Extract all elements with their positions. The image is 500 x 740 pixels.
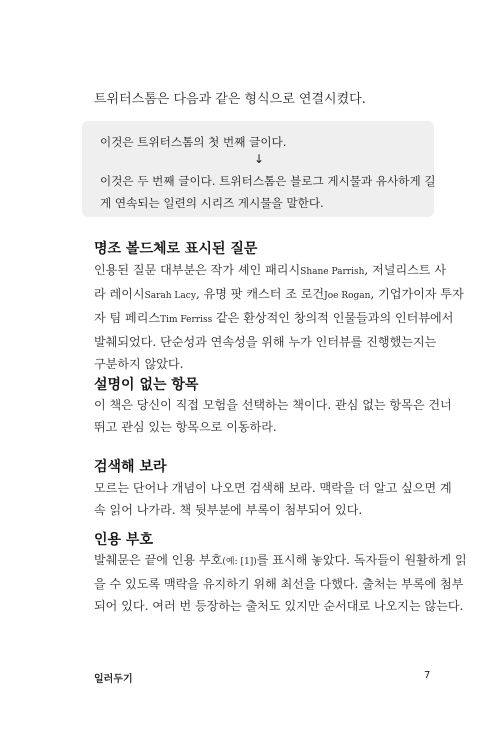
paragraph-line: 속 읽어 나가라. 책 뒷부분에 부록이 첨부되어 있다.	[94, 503, 363, 517]
intro-text: 트위터스톰은 다음과 같은 형식으로 연결시켰다.	[94, 92, 366, 107]
section-heading-search: 검색해 보라	[94, 459, 167, 475]
example-line-1: 이것은 트위터스톰의 첫 번째 글이다.	[100, 135, 287, 149]
paragraph-line: 인용된 질문 대부분은 작가 셰인 패리시Shane Parrish, 저널리스트 사	[94, 263, 447, 277]
paragraph-line: 구분하지 않았다.	[94, 357, 184, 371]
section-paragraph-bold-questions	[94, 259, 464, 375]
paragraph-line: 뛰고 관심 있는 항목으로 이동하라.	[94, 420, 277, 434]
paragraph-line: 발췌되었다. 단순성과 연속성을 위해 누가 인터뷰를 진행했는지는	[94, 335, 437, 349]
paragraph-line: 되어 있다. 여러 번 등장하는 출처도 있지만 순서대로 나오지는 않는다.	[94, 599, 464, 613]
running-footer-section: 일러두기	[94, 674, 133, 685]
section-heading-no-explanation: 설명이 없는 항목	[94, 377, 199, 393]
example-line-2: 이것은 두 번째 글이다. 트위터스톰은 블로그 게시물과 유사하게 길	[100, 174, 436, 188]
paragraph-line: 자 팀 페리스Tim Ferriss 같은 환상적인 창의적 인물들과의 인터뷰에서	[94, 311, 454, 325]
paragraph-line: 이 책은 당신이 직접 모험을 선택하는 책이다. 관심 없는 항목은 건너	[94, 398, 452, 412]
section-paragraph-no-explanation	[94, 394, 452, 438]
example-line-3: 게 연속되는 일련의 시리즈 게시물을 말한다.	[100, 196, 324, 210]
page-number: 7	[424, 670, 431, 681]
example-box	[82, 121, 434, 217]
down-arrow-icon: ↓	[254, 152, 265, 166]
section-paragraph-search	[94, 477, 452, 521]
section-heading-bold-questions: 명조 볼드체로 표시된 질문	[94, 241, 258, 257]
paragraph-line: 발췌문은 끝에 인용 부호(예: [1])를 표시해 놓았다. 독자들이 원활하게 읽	[94, 553, 467, 567]
paragraph-line: 을 수 있도록 맥락을 유지하기 위해 최선을 다했다. 출처는 부록에 첨부	[94, 577, 464, 591]
section-paragraph-citations	[94, 549, 467, 617]
section-heading-citations: 인용 부호	[94, 532, 153, 548]
paragraph-line: 라 레이시Sarah Lacy, 유명 팟 캐스터 조 로건Joe Rogan, 기업가이자 투자	[94, 287, 464, 301]
paragraph-line: 모르는 단어나 개념이 나오면 검색해 보라. 맥락을 더 알고 싶으면 계	[94, 481, 452, 495]
